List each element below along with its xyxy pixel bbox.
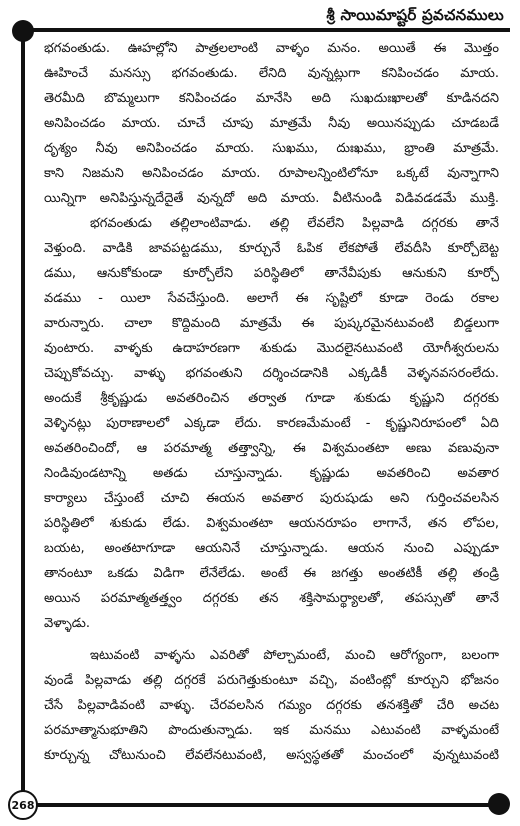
left-margin-rule <box>21 34 25 794</box>
text-line: ఊహించే మనస్సు భగవంతుడు. లేనిది వున్నట్లుగా కనిపించడం మాయ. <box>44 66 499 81</box>
text-line: వెళ్ళినట్లు పురాణాలలో ఎక్కడా లేదు. కారణమేమంటే - కృష్ణునిరూపంలో ఏది <box>44 416 499 431</box>
text-line: చేసే పిల్లవాడివంటి వాళ్ళు. చేరవలసిన గమ్యం దగ్గరకు తనశక్తితో చేరి అచట <box>44 698 499 713</box>
text-line: నిండివుండటాన్ని అతడు చూస్తున్నాడు. కృష్ణుడు అవతరించి అవతార <box>44 466 499 481</box>
text-line: వుండే పిల్లవాడు తల్లి దగ్గరకే పరుగెత్తుకుంటూ వచ్చి, వంటింట్లో కూర్చుని భోజనం <box>44 673 499 688</box>
running-header: శ్రీ సాయిమాష్టర్ ప్రవచనములు <box>326 6 504 24</box>
text-line: వెళ్ళాడు. <box>44 616 90 631</box>
text-line: వెళ్తుంది. వాడికి జావపట్టడము, కూర్చునే ఓపిక లేకపోతే లేవదీసి కూర్చోబెట్ట <box>44 241 499 256</box>
page-number: 268 <box>8 790 38 820</box>
text-line: డము, ఆనుకోకుండా కూర్చోలేని పరిస్థితిలో తానేవీపుకు ఆనుకుని కూర్చో <box>44 266 499 281</box>
text-line: భగవంతుడు. ఊహల్లోని పాత్రలలాంటి వాళ్ళం మనం. అయితే ఈ మొత్తం <box>44 41 499 56</box>
text-line: పరిస్థితిలో శుకుడు లేడు. విశ్వమంతటా ఆయనరూపం లాగానే, తన లోపల, <box>44 516 499 531</box>
text-line: వుంటారు. వాళ్ళకు ఉదాహరణగా శుకుడు మొదలైనటువంటి యోగీశ్వరులను <box>44 341 499 356</box>
text-line: అందుకే శ్రీకృష్ణుడు అవతరించిన తర్వాత గూడా శుకుడు కృష్ణుని దగ్గరకు <box>44 391 499 406</box>
text-line: భగవంతుడు తల్లిలాంటివాడు. తల్లి లేవలేని పిల్లవాడి దగ్గరకు తానే <box>90 216 499 231</box>
text-line: కాని నిజమని అనిపించడం మాయ. రూపాలన్నింటిలోనూ ఒక్కటే వున్నాగాని <box>44 166 499 181</box>
text-line: వారున్నారు. చాలా కొద్దిమంది మాత్రమే ఈ పుష్కరమైనటువంటి బిడ్డలుగా <box>44 316 499 331</box>
paragraph-gap <box>44 636 499 643</box>
header-rule <box>24 28 510 32</box>
text-line: బయట, అంతటాగూడా ఆయనినే చూస్తున్నాడు. ఆయన నుంచి ఎప్పుడూ <box>44 541 499 556</box>
text-line: చెప్పుకోవచ్చు. వాళ్ళు భగవంతుని దర్శించడానికి ఎక్కడికీ వెళ్ళనవసరంలేదు. <box>44 366 499 381</box>
paragraph-3 <box>44 643 499 768</box>
text-line: తెరమీది బొమ్మలుగా కనిపించడం మానేసి అది సుఖదుఃఖాలతో కూడినదని <box>44 91 499 106</box>
footer-rule <box>36 803 490 807</box>
paragraph-2 <box>44 211 499 636</box>
text-line: తానంటూ ఒకడు విడిగా లేనేలేడు. అంటే ఈ జగత్తు అంతటికీ తల్లి తండ్రి <box>44 566 499 581</box>
text-line: కూర్చున్న చోటునుంచి లేవలేనటువంటి, అస్వస్థతతో మంచంలో వున్నటువంటి <box>44 748 499 763</box>
text-line: ఇటువంటి వాళ్ళను ఎవరితో పోల్చామంటే, మంచి ఆరోగ్యంగా, బలంగా <box>90 648 499 663</box>
text-line: వడము - యిలా సేవచేస్తుంది. అలాగే ఈ సృష్టిలో కూడా రెండు రకాల <box>44 291 499 306</box>
paragraph-1 <box>44 36 499 211</box>
text-line: యిన్నిగా అనిపిస్తున్నదేదైతే వున్నదో అది మాయ. వీటినుండి విడివడడమే ముక్తి. <box>44 191 499 206</box>
corner-dot-bottom-right <box>488 793 510 815</box>
text-line: పరమాత్మానుభూతిని పొందుతున్నాడు. ఇక మనము ఎటువంటి వాళ్ళమంటే <box>44 723 499 738</box>
text-line: కార్యాలు చేస్తుంటే చూచి ఈయన అవతార పురుషుడు అని గుర్తించవలసిన <box>44 491 499 506</box>
text-line: అయిన పరమాత్మతత్త్వం దగ్గరకు తన శక్తిసామర్థ్యాలతో, తపస్సుతో తానే <box>44 591 499 606</box>
text-line: అవతరించిందో, ఆ పరమాత్మ తత్త్వాన్ని, ఈ విశ్వమంతటా అణు వణువునా <box>44 441 499 456</box>
text-line: దృశ్యం నీవు అనిపించడం మాయ. సుఖము, దుఃఖము, భ్రాంతి మాత్రమే. <box>44 141 499 156</box>
text-line: అనిపించడం మాయ. చూచే చూపు మాత్రమే నీవు అయినప్పుడు చూడబడే <box>44 116 499 131</box>
body-text <box>44 36 499 768</box>
